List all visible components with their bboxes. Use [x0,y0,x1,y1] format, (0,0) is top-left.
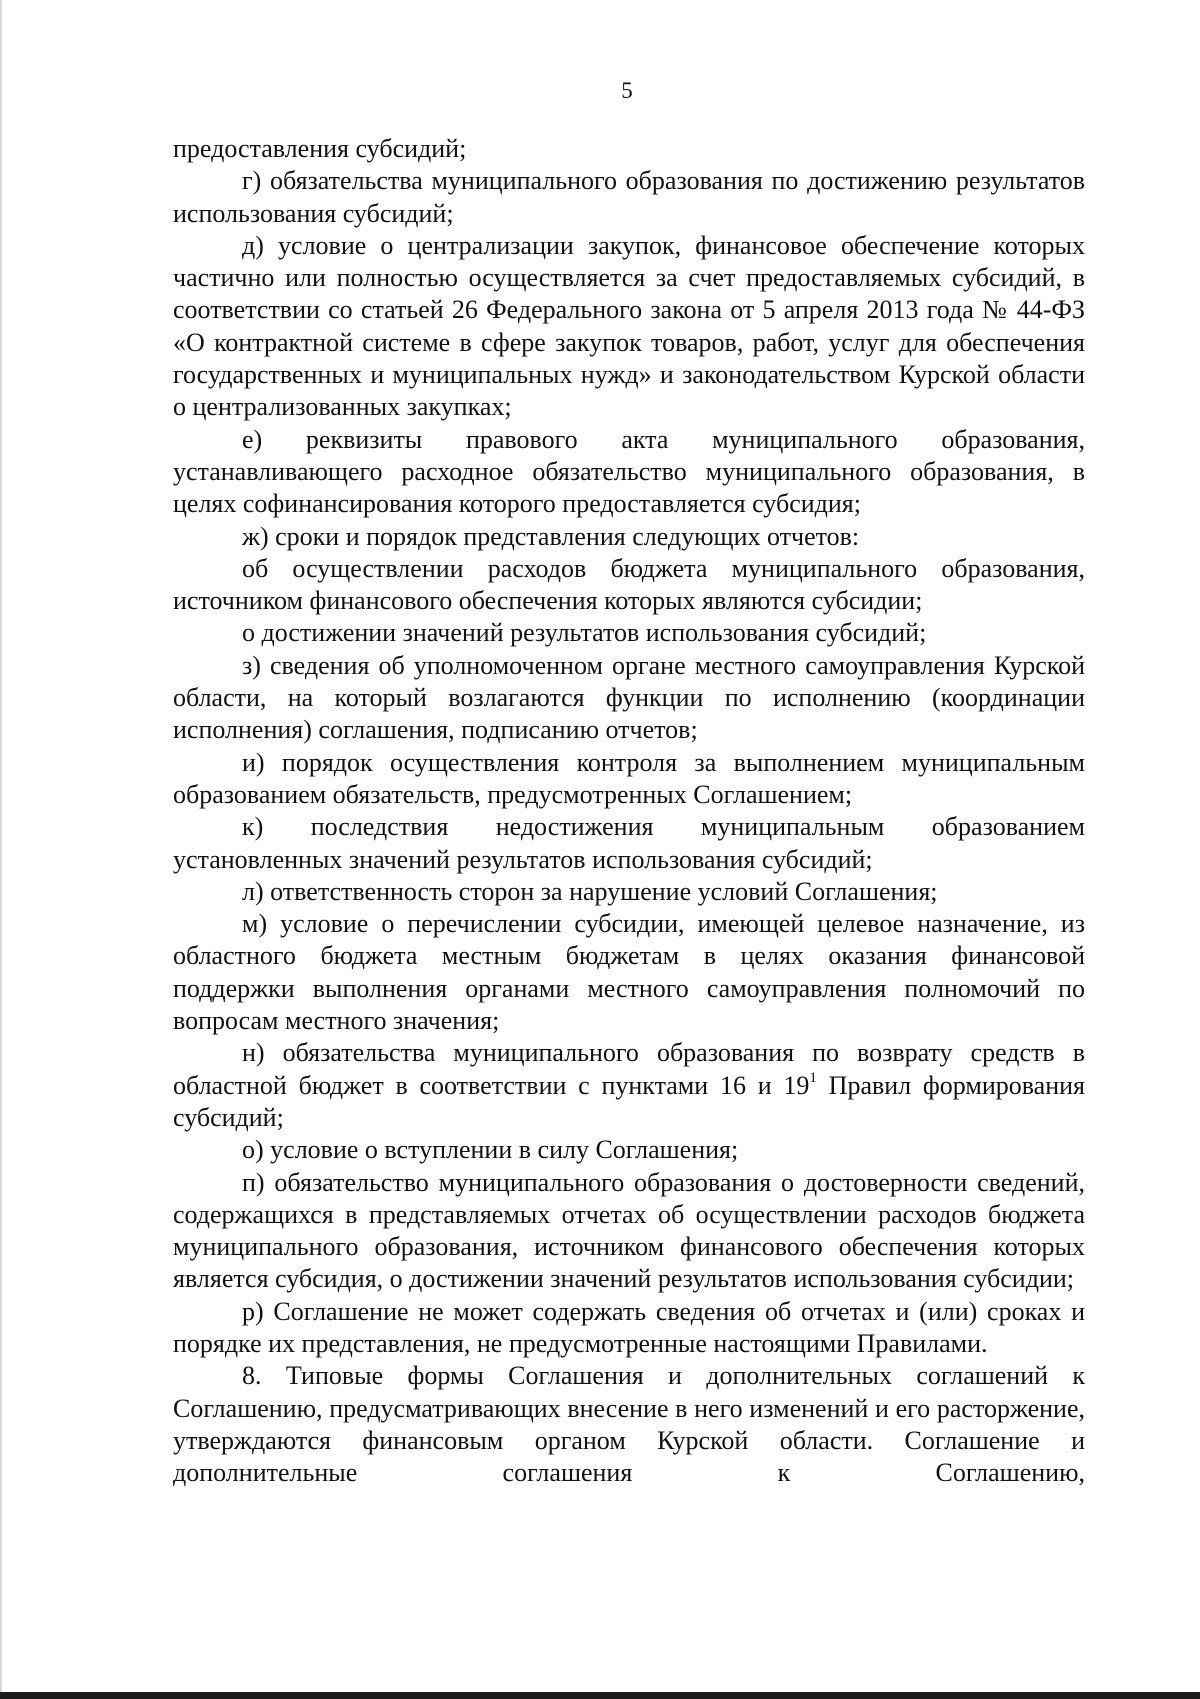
paragraph-item-zh: ж) сроки и порядок представления следующих отчетов: [242,521,860,551]
paragraph-section-8: 8. Типовые формы Соглашения и дополнительных соглашений к Соглашению, предусматривающих внесение в него изменений и его расторжение, утверждаются финансовым органом Курской области. Соглашение и дополнительные соглашения к Соглашению, [173,1361,1085,1488]
document-body [173,133,1085,1489]
paragraph-item-z: з) сведения об уполномоченном органе местного самоуправления Курской области, на который возлагаются функции по исполнению (координации исполнения) соглашения, подписанию отчетов; [173,650,1085,745]
footnote-superscript: 1 [809,1069,817,1086]
paragraph-item-p: п) обязательство муниципального образования о достоверности сведений, содержащихся в представляемых отчетах об осуществлении расходов бюджета муниципального образования, источником финансового обеспечения которых является субсидия, о достижении значений результатов использования субсидии; [173,1167,1085,1294]
paragraph-item-d: д) условие о централизации закупок, финансовое обеспечение которых частично или полностью осуществляется за счет предоставляемых субсидий, в соответствии со статьей 26 Федерального закона от 5 апреля 2013 года № 44-ФЗ «О контрактной системе в сфере закупок товаров, работ, услуг для обеспечения государственных и муниципальных нужд» и законодательством Курской области о централизованных закупках; [173,230,1085,422]
paragraph-item-k: к) последствия недостижения муниципальным образованием установленных значений результатов использования субсидий; [173,812,1085,874]
paragraph-item-n [173,1037,1085,1134]
scan-bottom-edge [0,1692,1200,1699]
paragraph-report-expenses: об осуществлении расходов бюджета муниципального образования, источником финансового обеспечения которых являются субсидии; [173,553,1085,616]
paragraph-report-results: о достижении значений результатов использования субсидий; [242,618,927,648]
scan-left-edge [0,0,2,1699]
paragraph-item-r: р) Соглашение не может содержать сведения об отчетах и (или) сроках и порядке их представления, не предусмотренные настоящими Правилами. [173,1296,1085,1358]
paragraph-item-n-after: Правил формирования субсидий; [173,1070,1086,1132]
paragraph-item-l: л) ответственность сторон за нарушение условий Соглашения; [242,876,938,906]
paragraph-item-e: е) реквизиты правового акта муниципального образования, устанавливающего расходное обязательство муниципального образования, в целях софинансирования которого предоставляется субсидия; [173,424,1085,519]
paragraph-continuation: предоставления субсидий; [173,134,467,163]
paragraph-item-i: и) порядок осуществления контроля за выполнением муниципальным образованием обязательств, предусмотренных Соглашением; [173,747,1085,809]
paragraph-item-n-before: н) обязательства муниципального образования по возврату средств в областной бюджет в соответствии с пунктами 16 и 19 [173,1038,1085,1100]
page-number: 5 [621,78,633,103]
paragraph-item-o: о) условие о вступлении в силу Соглашения; [242,1135,739,1165]
paragraph-item-g: г) обязательства муниципального образования по достижению результатов использования субсидий; [173,166,1085,228]
paragraph-item-m: м) условие о перечислении субсидии, имеющей целевое назначение, из областного бюджета местным бюджетам в целях оказания финансовой поддержки выполнения органами местного самоуправления полномочий по вопросам местного значения; [173,909,1085,1036]
